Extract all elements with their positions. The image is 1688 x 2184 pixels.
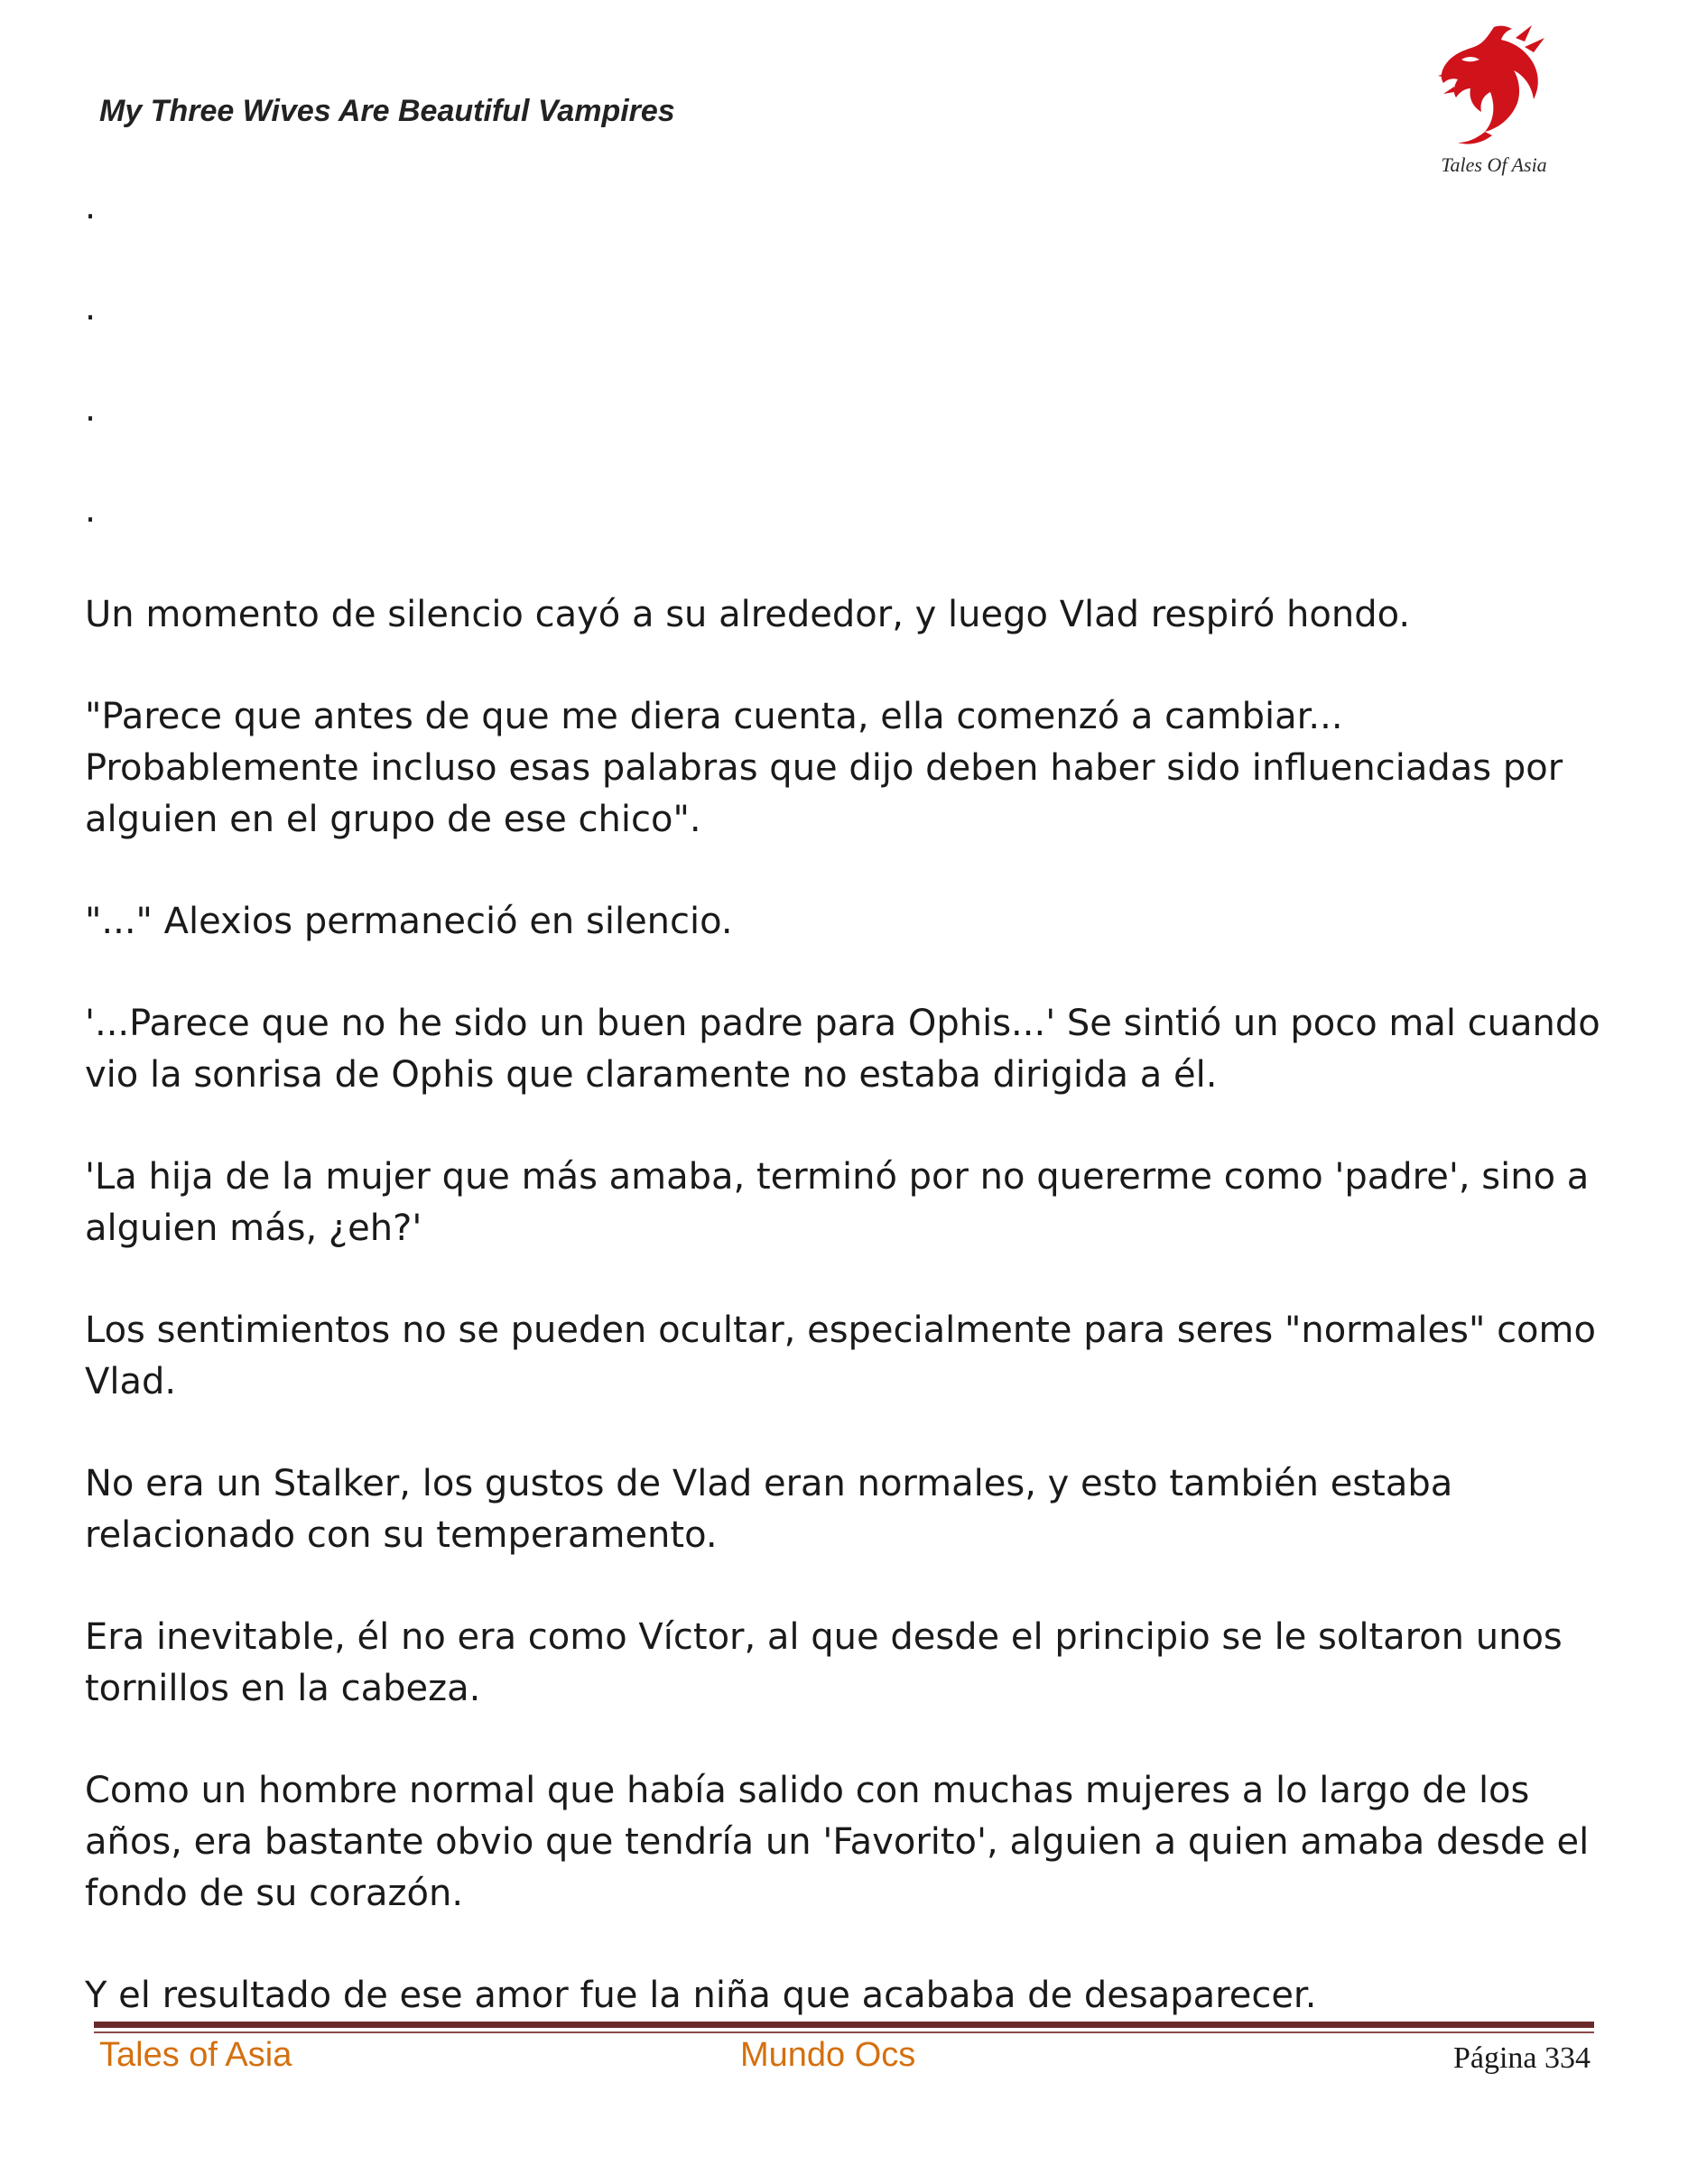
paragraph: 'La hija de la mujer que más amaba, terminó por no quererme como 'padre', sino a alguien más, ¿eh?' [85, 1156, 1590, 1249]
chapter-body [85, 589, 1619, 2072]
paragraph: Un momento de silencio cayó a su alrededor, y luego Vlad respiró hondo. [85, 594, 1411, 635]
paragraph: No era un Stalker, los gustos de Vlad eran normales, y esto también estaba relacionado con su temperamento. [85, 1463, 1453, 1556]
separator-dot: . [85, 288, 97, 328]
paragraph: Como un hombre normal que había salido con muchas mujeres a lo largo de los años, era bastante obvio que tendría un 'Favorito', alguien a quien amaba desde el fondo de su corazón. [85, 1770, 1590, 1914]
red-dragon-icon [1431, 20, 1557, 155]
footer-section-name: Mundo Ocs [740, 2036, 916, 2074]
book-title: My Three Wives Are Beautiful Vampires [99, 94, 675, 128]
separator-dot: . [85, 187, 97, 227]
paragraph: "..." Alexios permaneció en silencio. [85, 901, 733, 942]
paragraph: Y el resultado de ese amor fue la niña que acababa de desaparecer. [85, 1975, 1317, 2016]
scene-break-dots [85, 187, 97, 594]
page-number: Página 334 [1452, 2041, 1591, 2075]
separator-dot: . [85, 389, 97, 429]
footer-divider [94, 2022, 1594, 2028]
paragraph: "Parece que antes de que me diera cuenta, ella comenzó a cambiar... Probablemente incluso esas palabras que dijo deben haber sido influenciadas por alguien en el grupo de ese chico". [85, 696, 1563, 840]
footer-site-name: Tales of Asia [99, 2036, 292, 2074]
separator-dot: . [85, 490, 97, 530]
paragraph: Los sentimientos no se pueden ocultar, especialmente para seres "normales" como Vlad. [85, 1309, 1596, 1402]
logo-caption: Tales Of Asia [1441, 153, 1547, 176]
paragraph: '...Parece que no he sido un buen padre para Ophis...' Se sintió un poco mal cuando vio la sonrisa de Ophis que claramente no estaba dirigida a él. [85, 1003, 1600, 1096]
footer-divider-thin [94, 2031, 1594, 2033]
paragraph: Era inevitable, él no era como Víctor, al que desde el principio se le soltaron unos tornillos en la cabeza. [85, 1616, 1563, 1709]
tales-of-asia-logo [1431, 20, 1557, 182]
